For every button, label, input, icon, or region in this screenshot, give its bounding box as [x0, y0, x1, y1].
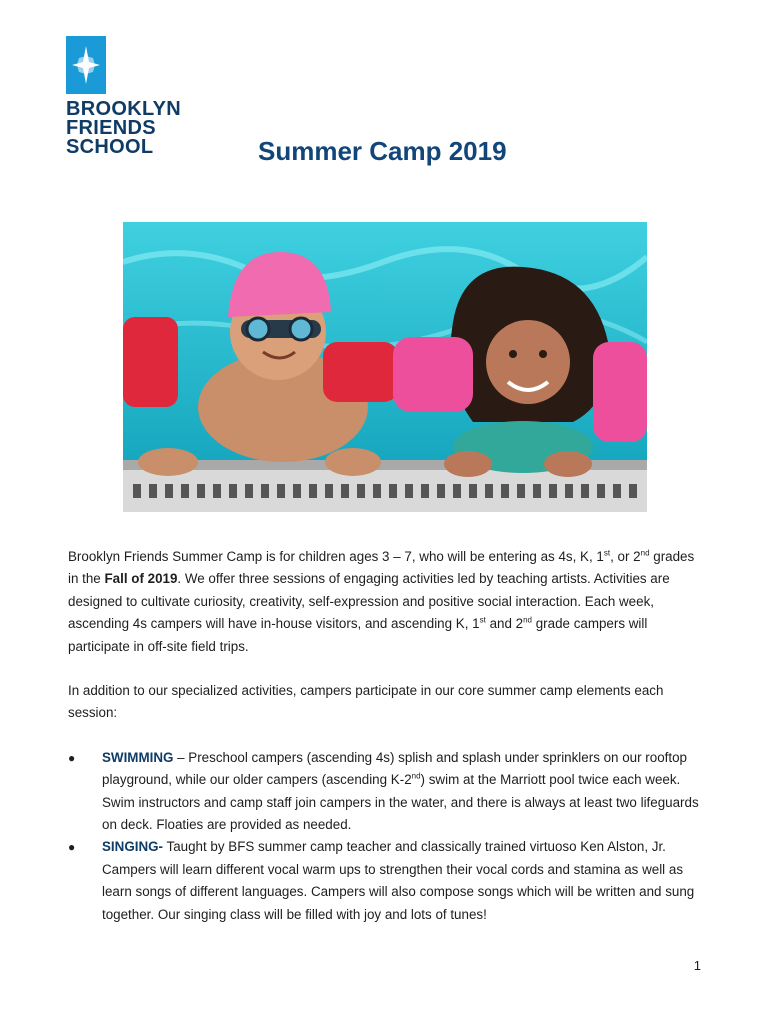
- list-item-singing: ● SINGING- Taught by BFS summer camp teacher and classically trained virtuoso Ken Alston, Jr. Campers will learn different vocal warm ups to strengthen their vocal cords and stamina as well as learn songs of different languages. Campers will also compose songs which will be written and sung together. Our singing class will be filled with joy and lots of tunes!: [68, 836, 708, 926]
- page-number: 1: [693, 958, 701, 973]
- list-item-swimming: ● SWIMMING – Preschool campers (ascending 4s) splish and splash under sprinklers on our rooftop playground, while our older campers (ascending K-2nd) swim at the Marriott pool twice each week. Swim instructors and camp staff join campers in the water, and there is always at least two lifeguards on deck. Floaties are provided as needed.: [68, 747, 708, 837]
- logo-line-1: BROOKLYN: [66, 98, 182, 120]
- school-logo: [66, 36, 186, 157]
- fall-2019-emphasis: Fall of 2019: [104, 571, 178, 587]
- swimming-children-illustration: [123, 222, 647, 512]
- bullet-icon: ●: [68, 840, 76, 855]
- logo-wordmark: [66, 100, 186, 157]
- swimming-heading: SWIMMING: [102, 749, 174, 765]
- bullet-icon: ●: [68, 750, 76, 765]
- body-content: [68, 546, 708, 926]
- singing-heading: SINGING-: [102, 839, 164, 855]
- hero-photo: [123, 222, 647, 512]
- activities-list: [68, 747, 708, 926]
- intro-paragraph: Brooklyn Friends Summer Camp is for children ages 3 – 7, who will be entering as 4s, K, 1st, or 2nd grades in the Fall of 2019. We offer three sessions of engaging activities led by teaching artists. Activities are designed to cultivate curiosity, creativity, self-expression and positive social interaction. Each week, ascending 4s campers will have in-house visitors, and ascending K, 1st and 2nd grade campers will participate in off-site field trips.: [68, 548, 695, 654]
- star-emblem-icon: [66, 36, 106, 94]
- logo-line-3: SCHOOL: [66, 136, 154, 158]
- core-elements-paragraph: In addition to our specialized activities, campers participate in our core summer camp elements each session:: [68, 683, 664, 721]
- logo-line-2: FRIENDS: [66, 117, 156, 139]
- page-title: Summer Camp 2019: [258, 136, 507, 166]
